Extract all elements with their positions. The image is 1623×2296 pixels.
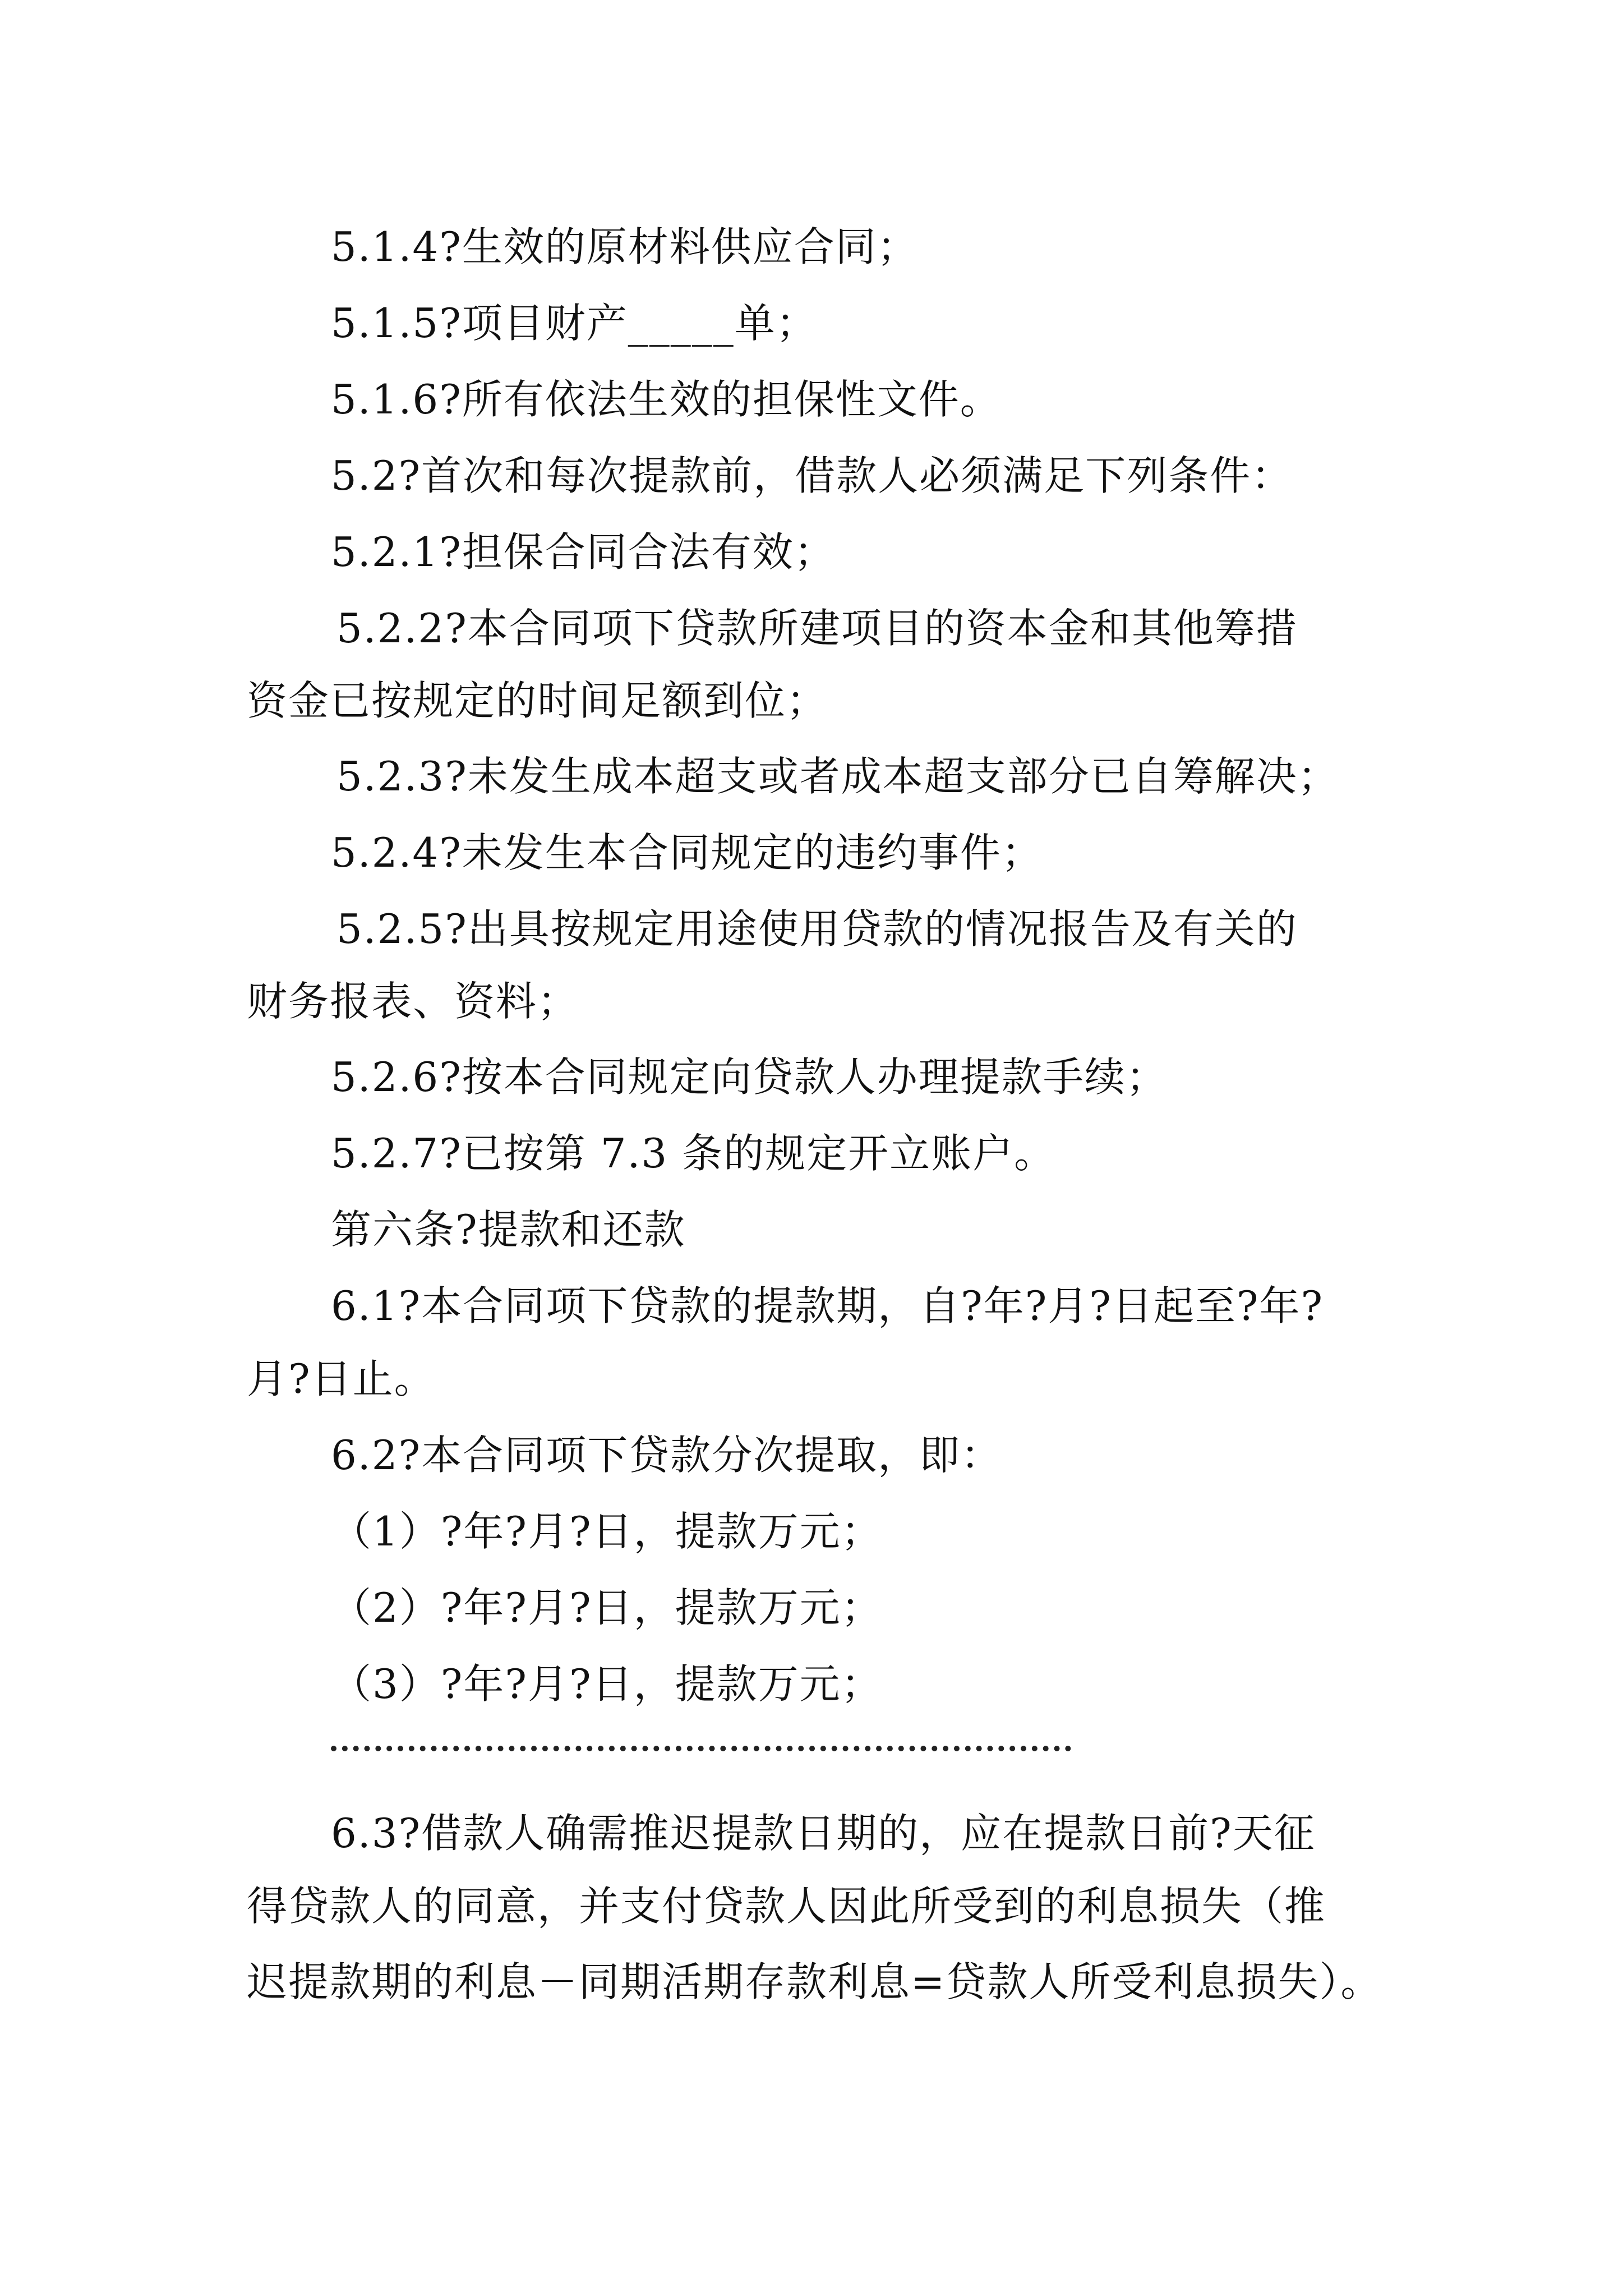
clause-5-2-4: 5.2.4?未发生本合同规定的违约事件； bbox=[331, 829, 1043, 876]
clause-5-2-6: 5.2.6?按本合同规定向贷款人办理提款手续； bbox=[331, 1053, 1168, 1101]
article-6-heading: 第六条?提款和还款 bbox=[331, 1206, 686, 1253]
installment-1: （1）?年?月?日，提款万元； bbox=[331, 1508, 883, 1555]
installment-3: （3）?年?月?日，提款万元； bbox=[331, 1660, 883, 1708]
installment-2: （2）?年?月?日，提款万元； bbox=[331, 1584, 883, 1631]
clause-5-2-5-continued: 财务报表、资料； bbox=[247, 978, 579, 1025]
clause-5-2: 5.2?首次和每次提款前，借款人必须满足下列条件： bbox=[331, 452, 1293, 499]
clause-5-1-5: 5.1.5?项目财产_____单； bbox=[331, 300, 818, 347]
ellipsis-dotted-line bbox=[331, 1734, 1071, 1751]
clause-5-1-6: 5.1.6?所有依法生效的担保性文件。 bbox=[331, 376, 1002, 423]
clause-6-3-continued-1: 得贷款人的同意，并支付贷款人因此所受到的利息损失（推 bbox=[247, 1883, 1326, 1930]
clause-6-1: 6.1?本合同项下贷款的提款期，自?年?月?日起至?年? bbox=[331, 1282, 1324, 1329]
clause-5-2-1: 5.2.1?担保合同合法有效； bbox=[331, 528, 836, 576]
clause-6-3: 6.3?借款人确需推迟提款日期的，应在提款日前?天征 bbox=[331, 1810, 1316, 1857]
clause-6-2: 6.2?本合同项下贷款分次提取，即： bbox=[331, 1432, 1003, 1479]
clause-6-1-continued: 月?日止。 bbox=[247, 1355, 436, 1402]
clause-5-1-4: 5.1.4?生效的原材料供应合同； bbox=[331, 223, 919, 270]
clause-5-2-2: 5.2.2?本合同项下贷款所建项目的资本金和其他筹措 bbox=[336, 605, 1298, 652]
clause-6-3-continued-2: 迟提款期的利息－同期活期存款利息=贷款人所受利息损失）。 bbox=[247, 1958, 1382, 2005]
clause-5-2-7: 5.2.7?已按第 7.3 条的规定开立账户。 bbox=[331, 1130, 1056, 1177]
clause-5-2-3: 5.2.3?未发生成本超支或者成本超支部分已自筹解决； bbox=[336, 753, 1339, 800]
clause-5-2-2-continued: 资金已按规定的时间足额到位； bbox=[247, 677, 828, 724]
clause-5-2-5: 5.2.5?出具按规定用途使用贷款的情况报告及有关的 bbox=[336, 905, 1298, 953]
